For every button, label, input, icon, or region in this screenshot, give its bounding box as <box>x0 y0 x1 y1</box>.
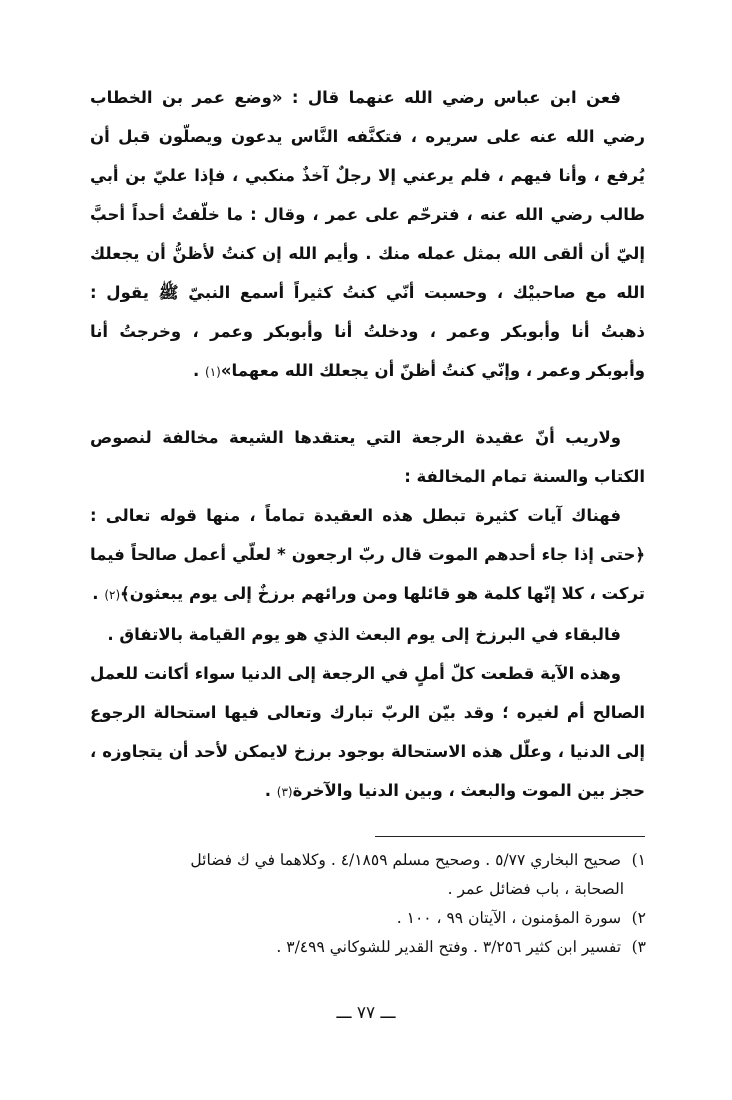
footnote-number: ٣) <box>631 938 646 956</box>
footnote-1-continuation: الصحابة ، باب فضائل عمر . <box>447 880 624 898</box>
paragraph-verse-explanation-end: . <box>264 781 277 800</box>
footnotes <box>86 846 646 962</box>
page-number: ـــ ٧٧ ـــ <box>336 1003 396 1023</box>
footnote-1 <box>86 846 646 875</box>
footnote-number: ٢) <box>631 909 646 927</box>
footnote-ref-3: (٣) <box>276 785 293 799</box>
footnote-text: تفسير ابن كثير ٣/٢٥٦ . وفتح القدير للشوكاني ٣/٤٩٩ . <box>276 938 622 956</box>
main-text <box>90 78 645 812</box>
footnote-number: ١) <box>631 851 646 869</box>
paragraph-hadith-text: فعن ابن عباس رضي الله عنهما قال : «وضع عمر بن الخطاب رضي الله عنه على سريره ، فتكنَّفه النَّاس يدعون ويصلّون قبل أن يُرفع ، وأنا فيهم ، فلم يرعني إلا رجلٌ آخذٌ منكبي ، فإذا عليّ بن أبي طالب رضي الله عنه ، فترحّم على عمر ، وقال : ما خلّفتُ أحداً أحبَّ إليّ أن ألقى الله بمثل عمله منك . وأيم الله إن كنتُ لأظنُّ أن يجعلك الله مع صاحبيْك ، وحسبت أنّي كنتُ كثيراً أسمع النبيّ ﷺ يقول : ذهبتُ أنا وأبوبكر وعمر ، ودخلتُ أنا وأبوبكر وعمر ، وخرجتُ أنا وأبوبكر وعمر ، وإنّي كنتُ أظنّ أن يجعلك الله معهما» <box>90 88 645 380</box>
footnote-2 <box>86 904 646 933</box>
footnote-text: سورة المؤمنون ، الآيتان ٩٩ ، ١٠٠ . <box>396 909 622 927</box>
paragraph-verse-explanation <box>90 654 645 812</box>
footnote-divider <box>375 836 645 837</box>
paragraph-raja-doctrine: ولاريب أنّ عقيدة الرجعة التي يعتقدها الشيعة مخالفة لنصوص الكتاب والسنة تمام المخالفة : <box>90 428 645 486</box>
paragraph-hadith <box>90 78 645 392</box>
paragraph-hadith-end: . <box>193 361 206 380</box>
paragraph-barzakh: فالبقاء في البرزخ إلى يوم البعث الذي هو يوم القيامة بالاتفاق . <box>107 625 621 644</box>
footnote-3 <box>86 933 646 962</box>
footnote-ref-1: (١) <box>205 365 221 379</box>
paragraph-verses-end: . <box>92 584 105 603</box>
footnote-ref-2: (٢) <box>104 588 121 602</box>
paragraph-verses <box>90 496 645 615</box>
paragraph-verses-text: فهناك آيات كثيرة تبطل هذه العقيدة تماماً ، منها قوله تعالى : ﴿حتى إذا جاء أحدهم الموت قال ربّ ارجعون * لعلّي أعمل صالحاً فيما تركت ، كلا إنّها كلمة هو قائلها ومن ورائهم برزخٌ إلى يوم يبعثون﴾ <box>90 506 645 603</box>
footnote-text: صحيح البخاري ٥/٧٧ . وصحيح مسلم ٤/١٨٥٩ . وكلاهما في ك فضائل <box>190 851 622 869</box>
paragraph-verse-explanation-text: وهذه الآية قطعت كلّ أملٍ في الرجعة إلى الدنيا سواء أكانت للعمل الصالح أم لغيره ؛ وقد بيّن الربّ تبارك وتعالى فيها استحالة الرجوع إلى الدنيا ، وعلّل هذه الاستحالة بوجود برزخ لايمكن لأحد أن يتجاوزه ، حجز بين الموت والبعث ، وبين الدنيا والآخرة <box>90 664 645 800</box>
